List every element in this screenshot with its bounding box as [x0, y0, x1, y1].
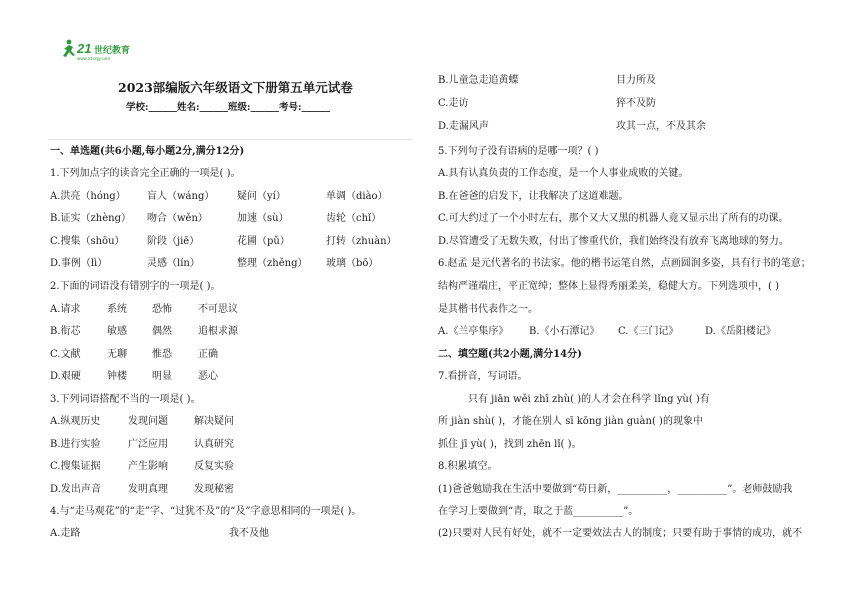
- question-4: 4.与“走马观花”的“走”字、“过犹不及”的“及”字意思相同的一项是( )。: [50, 506, 362, 517]
- question-8: 8.积累填空。: [438, 461, 498, 472]
- question-1: 1.下列加点字的读音完全正确的一项是( )。: [50, 168, 241, 179]
- logo-21cnjy: [60, 38, 142, 62]
- q7-line-3: 抓住 jī yù( )，找到 zhēn lǐ( )。: [438, 439, 582, 450]
- q5-option-d: D.尽管遭受了无数失败，付出了惨重代价，我们始终没有放弃飞离地球的努力。: [438, 236, 789, 247]
- q8-line-2: 在学习上要做到“青，取之于蓝__________”。: [438, 506, 639, 517]
- question-5: 5.下列句子没有语病的是哪一项？( ): [438, 146, 599, 157]
- divider: [48, 139, 413, 140]
- q7-line-2: 所 jiàn shù( )，才能在别人 sī kōng jiàn guàn( )的现象中: [438, 416, 703, 427]
- section-single-choice: 一、单选题(共6小题,每小题2分,满分12分): [50, 146, 245, 157]
- exam-page: 21 世纪教育 www.21cnjy.com 2023部编版六年级语文下册第五单元试卷 学校:______姓名:______班级:______考号:______ 一、单选题(共6小题,每小题2分,满分12分) 1.下列加点字的读音完全正确的一项是( )。 A.洪亮（hóng） 盲人（wáng） 疑问（yí） 单调（diào） B.证实（zhèng） 吻合（wěn） 加速（sù） 齿轮（chǐ） C.搜集（shōu） 阶段（jiē） 花圃（pǔ） 打转（zhuàn） D.事例（lì） 灵感（lín） 整理（zhěng） 玻璃（bō） 2.下面的词语没有错别字的一项是( )。 A.请求 系统 恐怖 不可思议 B.衔芯 敏感 偶然 追根求源 C.文献 无聊 惟恐 正确 D.艰硬 钟楼 明显 恶心 3.下列词语搭配不当的一项是( )。 A.纵观历史 发现问题 解决疑问 B.进行实验 广泛应用 认真研究 C.搜集证据 产生影响 反复实验 D.发出声音 发明真理 发现秘密 4.与“走马观花”的“走”字、“过犹不及”的“及”字意思相同的一项是( )。 A.走路 我不及他 B.儿童急走追黄蝶 目力所及 C.走访 猝不及防 D.走漏风声 攻其一点，不及其余 5.下列句子没有语病的是哪一项？( ) A.具有认真负责的工作态度，是一个人事业成败的关键。 B.在爸爸的启发下，让我解决了这道难题。 C.可大约过了一个小时左右，那个又大又黑的机器人竟又显示出了所有的功课。 D.尽管遭受了无数失败，付出了惨重代价，我们始终没有放弃飞离地球的努力。 6.赵孟 是元代著名的书法家。他的楷书运笔自然，点画圆润多姿，具有行书的笔意； 结构严谨端庄，平正宽绰；整体上显得秀丽柔美，稳健大方。下列选项中，( ) 是其楷书代表作之一。 A.《兰亭集序》 B.《小石潭记》 C.《三门记》 D.《岳阳楼记》 二、填空题(共2小题,满分14分) 7.看拼音，写词语。 只有 jiān wěi zhī zhù( )的人才会在科学 lǐng yù( )有 所 jiàn shù( )，才能在别人 sī kōng jiàn guàn( )的现象中 抓住 jī yù( )，找到 zhēn lǐ( )。 8.积累填空。 (1)爸爸勉励我在生活中要做到“苟日新，__________，__________”。老师鼓励我 在学习上要做到“青，取之于蓝__________”。 (2)只要对人民有好处，就不一定要效法古人的制度；只要有助于事情的成功，就不: [0, 0, 860, 608]
- section-fill-blank: 二、填空题(共2小题,满分14分): [438, 349, 582, 360]
- exam-title: 2023部编版六年级语文下册第五单元试卷: [118, 80, 353, 95]
- question-7: 7.看拼音，写词语。: [438, 371, 528, 382]
- svg-text:世纪教育: 世纪教育: [94, 46, 131, 56]
- svg-text:www.21cnjy.com: www.21cnjy.com: [77, 56, 111, 61]
- question-6-line-3: 是其楷书代表作之一。: [438, 304, 538, 315]
- student-info-line: 学校:______姓名:______班级:______考号:______: [126, 102, 331, 113]
- svg-text:21: 21: [77, 41, 92, 56]
- question-3: 3.下列词语搭配不当的一项是( )。: [50, 394, 201, 405]
- q8-line-3: (2)只要对人民有好处，就不一定要效法古人的制度；只要有助于事情的成功，就不: [438, 528, 803, 539]
- q7-line-1: 只有 jiān wěi zhī zhù( )的人才会在科学 lǐng yù( )有: [468, 394, 710, 405]
- question-2: 2.下面的词语没有错别字的一项是( )。: [50, 281, 221, 292]
- question-6-line-2: 结构严谨端庄，平正宽绰；整体上显得秀丽柔美，稳健大方。下列选项中，( ): [438, 281, 779, 292]
- q5-option-b: B.在爸爸的启发下，让我解决了这道难题。: [438, 191, 629, 202]
- question-6-line-1: 6.赵孟 是元代著名的书法家。他的楷书运笔自然，点画圆润多姿，具有行书的笔意；: [438, 258, 811, 269]
- q8-line-1: (1)爸爸勉励我在生活中要做到“苟日新，__________，__________”。老师鼓励我: [438, 484, 793, 495]
- q5-option-a: A.具有认真负责的工作态度，是一个人事业成败的关键。: [438, 168, 689, 179]
- q5-option-c: C.可大约过了一个小时左右，那个又大又黑的机器人竟又显示出了所有的功课。: [438, 213, 789, 224]
